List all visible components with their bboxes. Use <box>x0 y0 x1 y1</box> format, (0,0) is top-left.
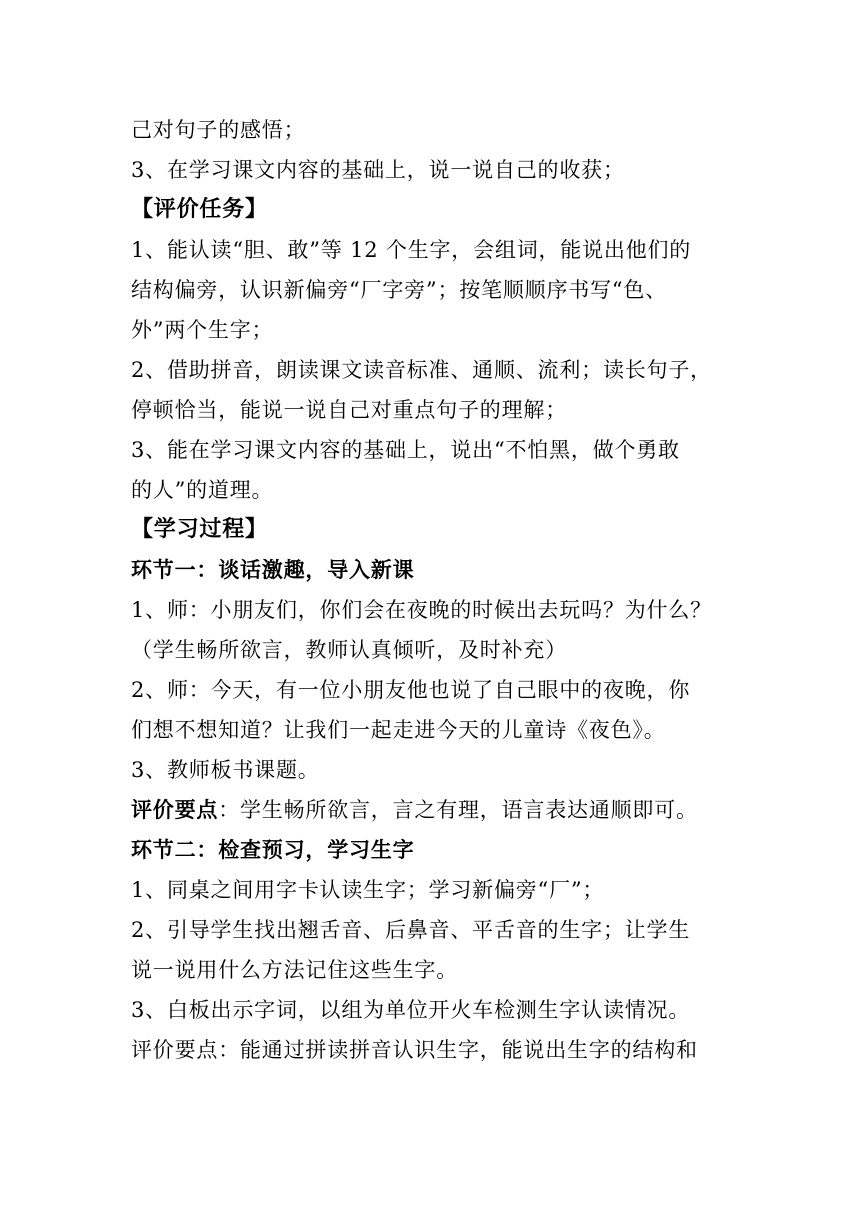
text-line: 评价要点：能通过拼读拼音认识生字，能说出生字的结构和 <box>131 1038 698 1062</box>
text-line: 1、同桌之间用字卡认读生字；学习新偏旁“厂”； <box>131 878 605 902</box>
text-line: （学生畅所欲言，教师认真倾听，及时补充） <box>131 638 567 662</box>
section-heading-evaluation-tasks: 【评价任务】 <box>131 197 268 222</box>
section-heading-learning-process: 【学习过程】 <box>131 517 268 542</box>
text-line: 2、借助拼音，朗读课文读音标准、通顺、流利；读长句子， <box>131 358 712 382</box>
text-line: 说一说用什么方法记住这些生字。 <box>131 958 458 982</box>
subheading-step-two: 环节二：检查预习，学习生字 <box>131 838 415 862</box>
text-line: 2、师：今天，有一位小朋友他也说了自己眼中的夜晚，你 <box>131 678 691 702</box>
evaluation-point-text: ：学生畅所欲言，言之有理，语言表达通顺即可。 <box>218 798 698 822</box>
text-line: 3、能在学习课文内容的基础上，说出“不怕黑，做个勇敢 <box>131 438 680 462</box>
text-line: 1、师：小朋友们，你们会在夜晚的时候出去玩吗？为什么？ <box>131 598 712 622</box>
text-line: 己对句子的感悟； <box>131 118 306 142</box>
evaluation-point-line <box>131 790 741 830</box>
text-line: 结构偏旁，认识新偏旁“厂字旁”；按笔顺顺序书写“色、 <box>131 278 668 302</box>
subheading-step-one: 环节一：谈话激趣，导入新课 <box>131 558 415 582</box>
text-line: 3、在学习课文内容的基础上，说一说自己的收获； <box>131 158 625 182</box>
text-line: 的人”的道理。 <box>131 478 274 502</box>
document-page <box>131 110 741 1070</box>
text-line: 3、教师板书课题。 <box>131 758 320 782</box>
text-line: 2、引导学生找出翘舌音、后鼻音、平舌音的生字；让学生 <box>131 918 691 942</box>
evaluation-point-label: 评价要点 <box>131 798 219 822</box>
text-line: 外”两个生字； <box>131 318 274 342</box>
text-line: 们想不想知道？让我们一起走进今天的儿童诗《夜色》。 <box>131 718 666 742</box>
text-line: 停顿恰当，能说一说自己对重点句子的理解； <box>131 398 567 422</box>
text-line: 3、白板出示字词，以组为单位开火车检测生字认读情况。 <box>131 998 691 1022</box>
text-line: 1、能认读“胆、敢”等 12 个生字，会组词，能说出他们的 <box>131 238 692 262</box>
